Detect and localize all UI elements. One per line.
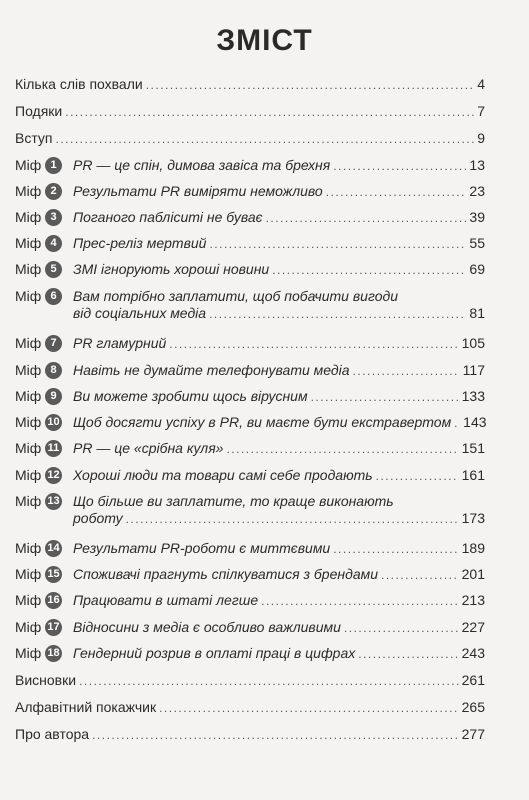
- page-number: 143: [463, 414, 487, 430]
- myth-title: [73, 592, 485, 609]
- myth-title: [73, 157, 485, 174]
- dot-leader: [261, 593, 459, 610]
- entry-title: Гендерний розрив в оплаті праці в цифрах: [73, 645, 356, 661]
- myth-label: Міф: [15, 540, 42, 556]
- dot-leader: [266, 210, 467, 227]
- entry-line: [73, 619, 485, 636]
- myth-title: [73, 566, 485, 583]
- entry-line: [73, 467, 485, 484]
- entry-line: [73, 645, 485, 662]
- myth-number-badge: 17: [45, 619, 62, 636]
- entry-title: Вступ: [15, 130, 53, 146]
- page-number: 23: [469, 183, 485, 199]
- entry-title: Споживачі прагнуть спілкуватися з брендами: [73, 566, 378, 582]
- entry-line: [73, 414, 485, 431]
- entry-line: [73, 510, 485, 527]
- myth-label: Міф: [15, 235, 42, 251]
- page-number: 213: [461, 592, 485, 608]
- myth-label: Міф: [15, 209, 42, 225]
- entry-title: Кілька слів похвали: [15, 76, 143, 92]
- myth-number-badge: 12: [45, 467, 62, 484]
- entry-line: [73, 362, 485, 379]
- dot-leader: [333, 158, 466, 175]
- myth-label: Міф: [15, 157, 42, 173]
- dot-leader: [226, 441, 458, 458]
- myth-label: Міф: [15, 440, 42, 456]
- entry-line: [15, 726, 485, 743]
- myth-label: Міф: [15, 467, 42, 483]
- toc-entry[interactable]: [15, 699, 485, 716]
- page-number: 173: [461, 510, 485, 526]
- dot-leader: [311, 389, 459, 406]
- myth-title: [73, 235, 485, 252]
- entry-title: PR — це «срібна куля»: [73, 440, 224, 456]
- page-number: 39: [469, 209, 485, 225]
- page-number: 151: [461, 440, 485, 456]
- entry-title: роботу: [73, 510, 123, 526]
- dot-leader: [376, 468, 459, 485]
- myth-number-badge: 16: [45, 592, 62, 609]
- myth-number-badge: 10: [45, 414, 62, 431]
- myth-number-badge: 14: [45, 540, 62, 557]
- page-number: 265: [461, 699, 485, 715]
- myth-title: [73, 288, 485, 322]
- myth-number-badge: 6: [45, 288, 62, 305]
- myth-label: Міф: [15, 388, 42, 404]
- myth-label: Міф: [15, 183, 42, 199]
- page-number: 81: [469, 305, 485, 321]
- myth-number-badge: 5: [45, 261, 62, 278]
- entry-line: [73, 335, 485, 352]
- entry-line: [73, 566, 485, 583]
- entry-title-line1: Вам потрібно заплатити, щоб побачити вигоди: [73, 288, 399, 304]
- page-number: 4: [477, 76, 485, 92]
- myth-number-badge: 11: [45, 440, 62, 457]
- entry-title: Прес-реліз мертвий: [73, 235, 207, 251]
- dot-leader: [381, 567, 459, 584]
- myth-title: [73, 440, 485, 457]
- page-number: 133: [461, 388, 485, 404]
- toc-entry[interactable]: [15, 726, 485, 743]
- entry-title: ЗМІ ігнорують хороші новини: [73, 261, 270, 277]
- entry-title: Поганого пабліситі не буває: [73, 209, 263, 225]
- page-number: 105: [461, 335, 485, 351]
- dot-leader: [146, 77, 474, 94]
- myth-number-badge: 15: [45, 566, 62, 583]
- myth-title: [73, 362, 485, 379]
- page-number: 227: [461, 619, 485, 635]
- toc-entry[interactable]: [15, 672, 485, 689]
- myth-label: Міф: [15, 645, 42, 661]
- entry-line: [15, 103, 485, 120]
- page-number: 277: [461, 726, 485, 742]
- myth-number-badge: 4: [45, 235, 62, 252]
- entry-line: [73, 592, 485, 609]
- entry-line: [15, 130, 485, 147]
- page-number: 201: [461, 566, 485, 582]
- page-number: 55: [469, 235, 485, 251]
- entry-title: Працювати в штаті легше: [73, 592, 259, 608]
- myth-number-badge: 8: [45, 362, 62, 379]
- dot-leader: [209, 236, 466, 253]
- myth-label: Міф: [15, 414, 42, 430]
- myth-number-badge: 7: [45, 335, 62, 352]
- entry-line: [15, 672, 485, 689]
- myth-label: Міф: [15, 566, 42, 582]
- toc-entry[interactable]: [15, 130, 485, 147]
- entry-line: [73, 305, 485, 322]
- entry-title: Про автора: [15, 726, 90, 742]
- entry-title: Результати PR виміряти неможливо: [73, 183, 323, 199]
- page-number: 13: [469, 157, 485, 173]
- page-number: 117: [462, 362, 485, 378]
- entry-title: від соціальних медіа: [73, 305, 207, 321]
- entry-line: [73, 261, 485, 278]
- entry-line: [73, 209, 485, 226]
- entry-title: Щоб досягти успіху в PR, ви маєте бути екстравертом: [73, 414, 452, 430]
- myth-title: [73, 388, 485, 405]
- myth-label: Міф: [15, 619, 42, 635]
- entry-line: [73, 235, 485, 252]
- dot-leader: [344, 620, 459, 637]
- dot-leader: [169, 336, 458, 353]
- entry-title: Ви можете зробити щось вірусним: [73, 388, 308, 404]
- dot-leader: [79, 673, 459, 690]
- page-number: 7: [477, 103, 485, 119]
- myth-title: [73, 209, 485, 226]
- entry-title: PR гламурний: [73, 335, 167, 351]
- page-number: 161: [461, 467, 485, 483]
- myth-title: [73, 261, 485, 278]
- myth-number-badge: 18: [45, 645, 62, 662]
- myth-title: [73, 183, 485, 200]
- entry-line: [73, 440, 485, 457]
- myth-label: Міф: [15, 261, 42, 277]
- entry-title: Навіть не думайте телефонувати медіа: [73, 362, 350, 378]
- myth-label: Міф: [15, 335, 42, 351]
- page-title: ЗМІСТ: [216, 24, 313, 57]
- dot-leader: [358, 646, 458, 663]
- page-number: 69: [469, 261, 485, 277]
- entry-title: Хороші люди та товари самі себе продають: [73, 467, 373, 483]
- myth-title: [73, 335, 485, 352]
- toc-entry[interactable]: [15, 103, 485, 120]
- myth-number-badge: 1: [45, 157, 62, 174]
- entry-title: Висновки: [15, 672, 77, 688]
- toc-entry[interactable]: [15, 76, 485, 93]
- entry-line: [73, 540, 485, 557]
- dot-leader: [209, 306, 466, 323]
- entry-title: Подяки: [15, 103, 63, 119]
- page-number: 261: [461, 672, 485, 688]
- myth-title: [73, 645, 485, 662]
- dot-leader: [333, 541, 458, 558]
- entry-line: [73, 157, 485, 174]
- entry-line: [15, 76, 485, 93]
- myth-label: Міф: [15, 288, 42, 304]
- entry-title: Результати PR-роботи є миттєвими: [73, 540, 331, 556]
- myth-number-badge: 9: [45, 388, 62, 405]
- dot-leader: [56, 131, 475, 148]
- dot-leader: [353, 363, 460, 380]
- entry-title: Алфавітний покажчик: [15, 699, 157, 715]
- dot-leader: [326, 184, 467, 201]
- entry-line: [73, 183, 485, 200]
- myth-title: [73, 467, 485, 484]
- entry-title: Відносини з медіа є особливо важливими: [73, 619, 341, 635]
- page-number: 243: [461, 645, 485, 661]
- entry-title: PR — це спін, димова завіса та брехня: [73, 157, 331, 173]
- myth-label: Міф: [15, 592, 42, 608]
- myth-title: [73, 540, 485, 557]
- entry-line: [15, 699, 485, 716]
- myth-title: [73, 493, 485, 527]
- dot-leader: [65, 104, 474, 121]
- page-number: 9: [477, 130, 485, 146]
- myth-label: Міф: [15, 493, 42, 509]
- page-number: 189: [461, 540, 485, 556]
- myth-label: Міф: [15, 362, 42, 378]
- myth-number-badge: 2: [45, 183, 62, 200]
- dot-leader: [272, 262, 466, 279]
- entry-title-line1: Що більше ви заплатите, то краще виконають: [73, 493, 394, 509]
- myth-number-badge: 13: [45, 493, 62, 510]
- myth-number-badge: 3: [45, 209, 62, 226]
- myth-title: [73, 619, 485, 636]
- dot-leader: [126, 511, 459, 528]
- dot-leader: [92, 727, 459, 744]
- entry-line: [73, 388, 485, 405]
- myth-title: [73, 414, 485, 431]
- dot-leader: [454, 415, 460, 432]
- dot-leader: [159, 700, 459, 717]
